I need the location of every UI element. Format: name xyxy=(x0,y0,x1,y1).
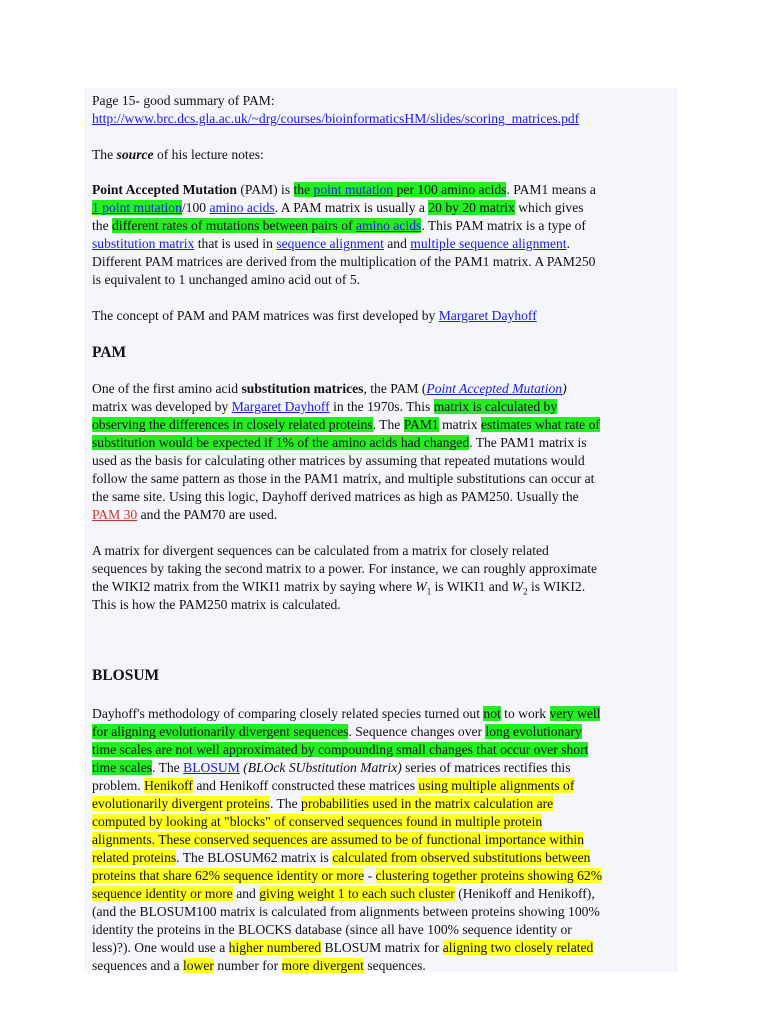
para4-line: sequences by taking the second matrix to a power. For instance, we can roughly approximate xyxy=(92,561,598,576)
para1-line: Point Accepted Mutation (PAM) is the point mutation per 100 amino acids. PAM1 means a xyxy=(92,182,596,197)
para5-line: proteins that share 62% sequence identity or more - clustering together proteins showing 62% xyxy=(92,868,603,883)
multiple-sequence-alignment-link[interactable]: multiple sequence alignment xyxy=(410,236,567,251)
para5-line: related proteins. The BLOSUM62 matrix is calculated from observed substitutions between xyxy=(92,850,591,865)
margaret-dayhoff-link[interactable]: Margaret Dayhoff xyxy=(438,308,537,323)
para5-line: for aligning evolutionarily divergent sequences. Sequence changes over long evolutionary xyxy=(92,724,582,739)
para4-line: the WIKI2 matrix from the WIKI1 matrix by saying where $W_1$ is WIKI1 and $W_2$ is WIKI2. xyxy=(92,579,586,597)
para2-line: The concept of PAM and PAM matrices was first developed by Margaret Dayhoff xyxy=(92,308,537,323)
para1-line: 1 point mutation/100 amino acids. A PAM matrix is usually a 20 by 20 matrix which gives xyxy=(92,200,584,215)
source-word: source xyxy=(116,147,154,162)
para5-line: sequences and a lower number for more divergent sequences. xyxy=(92,958,426,973)
para5-line: alignments. These conserved sequences are assumed to be of functional importance within xyxy=(92,832,584,847)
point-mutation-link[interactable]: 1 point mutation xyxy=(92,200,182,215)
blosum-heading: BLOSUM xyxy=(92,667,160,684)
para5-line: problem. Henikoff and Henikoff constructed these matrices using multiple alignments of xyxy=(92,778,575,793)
para5-line: evolutionarily divergent proteins. The probabilities used in the matrix calculation are xyxy=(92,796,554,811)
para5-line: time scales are not well approximated by compounding small changes that occur over short xyxy=(92,742,589,757)
para3-line: the same site. Using this logic, Dayhoff derived matrices as high as PAM250. Usually the xyxy=(92,489,579,504)
para4-line: This is how the PAM250 matrix is calculated. xyxy=(92,597,341,612)
intro-url-line xyxy=(92,110,579,127)
para3-line: One of the first amino acid substitution matrices, the PAM (Point Accepted Mutation) xyxy=(92,381,567,396)
para3-line: matrix was developed by Margaret Dayhoff in the 1970s. This matrix is calculated by xyxy=(92,399,558,414)
pam-heading: PAM xyxy=(92,344,127,361)
page-reference: Page 15- good summary of PAM: xyxy=(92,93,275,108)
margaret-dayhoff-link[interactable]: Margaret Dayhoff xyxy=(231,399,330,414)
amino-acids-link[interactable]: amino acids xyxy=(356,218,422,233)
para3-line: PAM 30 and the PAM70 are used. xyxy=(92,507,278,522)
point-mutation-link[interactable]: point mutation xyxy=(313,182,394,197)
para3-line: follow the same pattern as those in the PAM1 matrix, and multiple substitutions can occur at xyxy=(92,471,595,486)
scoring-matrices-link[interactable]: http://www.brc.dcs.gla.ac.uk/~drg/courses/bioinformaticsHM/slides/scoring_matrices.pdf xyxy=(92,111,580,126)
para1-line: the different rates of mutations between pairs of amino acids. This PAM matrix is a type of xyxy=(92,218,586,233)
para1-line: substitution matrix that is used in sequence alignment and multiple sequence alignment. xyxy=(92,236,570,251)
pam30-link[interactable]: PAM 30 xyxy=(92,507,138,522)
para3-line: used as the basis for calculating other matrices by assuming that repeated mutations would xyxy=(92,453,585,468)
para5-line: Dayhoff's methodology of comparing closely related species turned out not to work very well xyxy=(92,706,601,721)
sequence-alignment-link[interactable]: sequence alignment xyxy=(276,236,384,251)
para5-line: sequence identity or more and giving weight 1 to each such cluster (Henikoff and Henikoff), xyxy=(92,886,595,901)
blosum-link[interactable]: BLOSUM xyxy=(183,760,240,775)
point-accepted-mutation-link[interactable]: Point Accepted Mutation xyxy=(426,381,563,396)
para5-line: time scales. The BLOSUM (BLOck SUbstitution Matrix) series of matrices rectifies this xyxy=(92,760,571,775)
para3-line: substitution would be expected if 1% of the amino acids had changed. The PAM1 matrix is xyxy=(92,435,587,450)
para5-line: (and the BLOSUM100 matrix is calculated from alignments between proteins showing 100% xyxy=(92,904,600,919)
para5-line: identity the proteins in the BLOCKS database (since all have 100% sequence identity or xyxy=(92,922,572,937)
para5-line: computed by looking at "blocks" of conserved sequences found in multiple protein xyxy=(92,814,543,829)
substitution-matrix-link[interactable]: substitution matrix xyxy=(92,236,195,251)
amino-acids-link[interactable]: amino acids xyxy=(209,200,275,215)
para4-line: A matrix for divergent sequences can be calculated from a matrix for closely related xyxy=(92,543,549,558)
source-line: The source of his lecture notes: xyxy=(92,147,264,162)
para1-line: is equivalent to 1 unchanged amino acid out of 5. xyxy=(92,272,361,287)
para1-line: Different PAM matrices are derived from the multiplication of the PAM1 matrix. A PAM250 xyxy=(92,254,596,269)
para5-line: less)?). One would use a higher numbered BLOSUM matrix for aligning two closely related xyxy=(92,940,594,955)
para3-line: observing the differences in closely related proteins. The PAM1 matrix estimates what rate of xyxy=(92,417,600,432)
